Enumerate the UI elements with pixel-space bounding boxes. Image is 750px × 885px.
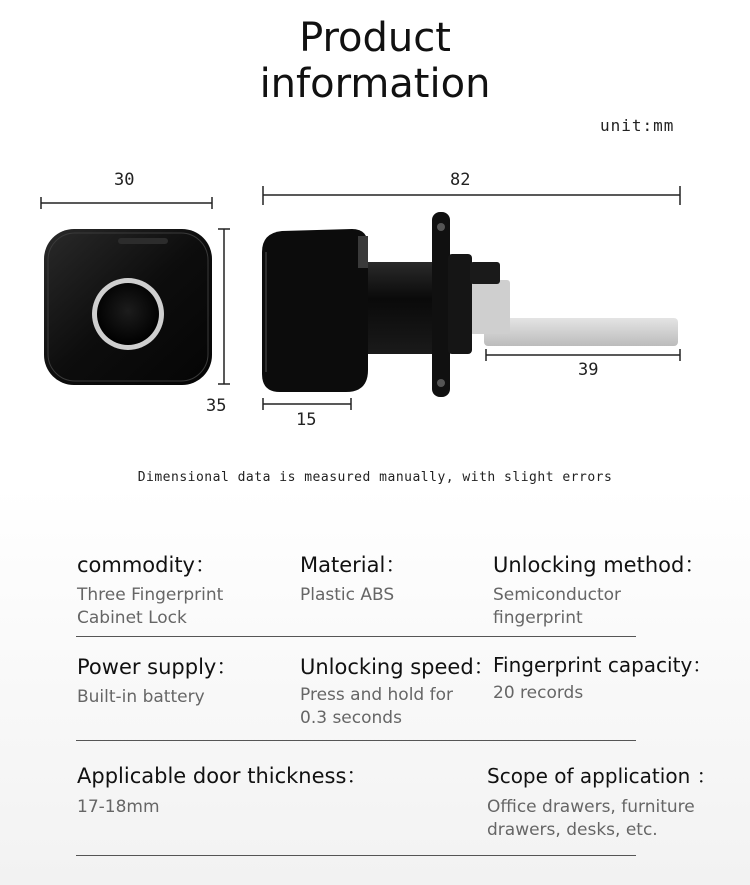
spec-label-fingerprint-capacity: Fingerprint capacity： xyxy=(493,653,713,677)
spec-label-unlocking-method: Unlocking method： xyxy=(493,553,706,577)
page-title-line2: information xyxy=(259,61,491,107)
depth-dimension-line xyxy=(263,398,351,410)
lock-bolt xyxy=(484,318,678,346)
dimension-length-label: 82 xyxy=(450,170,471,190)
spec-value-commodity: Three Fingerprint Cabinet Lock xyxy=(77,585,224,628)
spec-value-power-supply: Built-in battery xyxy=(77,687,205,707)
spec-label-scope: Scope of application ： xyxy=(487,764,717,788)
spec-value-scope: Office drawers, furniture drawers, desks, etc. xyxy=(487,797,695,840)
divider-2 xyxy=(76,740,636,741)
unit-label: unit:mm xyxy=(600,116,675,135)
spec-value-unlocking-method: Semiconductor fingerprint xyxy=(493,585,622,628)
divider-1 xyxy=(76,636,636,637)
spec-label-power-supply: Power supply： xyxy=(77,655,238,679)
lock-front-view xyxy=(44,229,212,385)
spec-value-material: Plastic ABS xyxy=(300,585,395,605)
spec-value-door-thickness: 17-18mm xyxy=(77,797,160,817)
dimension-height-label: 35 xyxy=(206,396,227,416)
lock-side-view xyxy=(262,212,678,397)
spec-label-material: Material： xyxy=(300,553,407,577)
height-dimension-line xyxy=(218,229,230,384)
dimension-depth-label: 15 xyxy=(296,410,317,430)
width-dimension-line xyxy=(41,197,212,209)
page-title-line1: Product xyxy=(299,15,451,61)
spec-label-door-thickness: Applicable door thickness： xyxy=(77,764,368,788)
measurement-note: Dimensional data is measured manually, with slight errors xyxy=(137,470,613,485)
divider-3 xyxy=(76,855,636,856)
length-dimension-line xyxy=(263,186,680,205)
spec-label-unlocking-speed: Unlocking speed： xyxy=(300,655,495,679)
spec-value-unlocking-speed: Press and hold for 0.3 seconds xyxy=(300,685,453,728)
fingerprint-sensor-icon xyxy=(97,283,159,345)
dimension-bolt-label: 39 xyxy=(578,360,599,380)
dimension-width-label: 30 xyxy=(114,170,135,190)
spec-value-fingerprint-capacity: 20 records xyxy=(493,683,584,703)
spec-label-commodity: commodity： xyxy=(77,553,216,577)
